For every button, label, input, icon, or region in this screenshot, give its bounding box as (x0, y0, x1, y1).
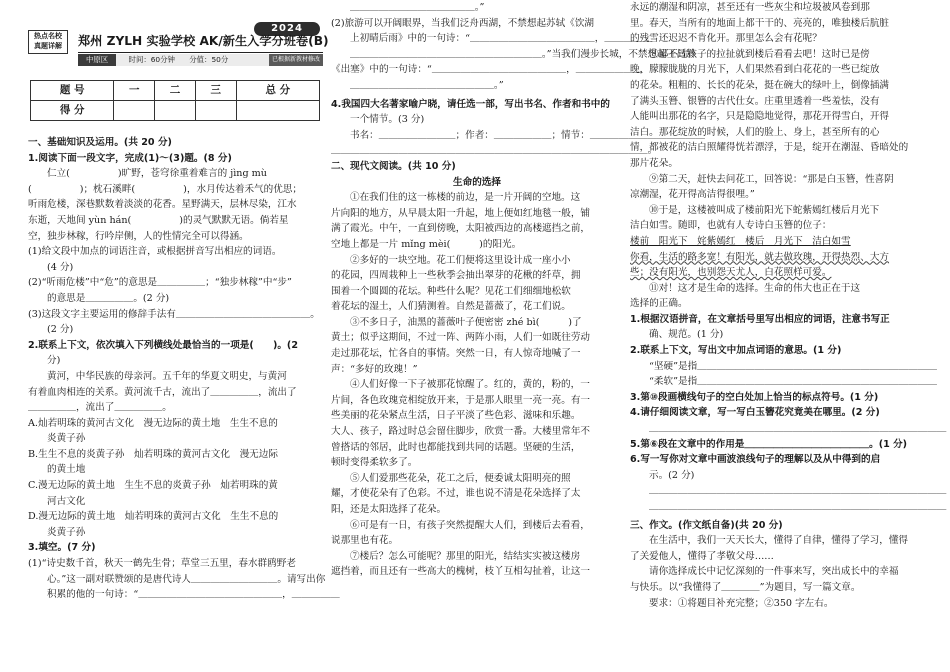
essay-line: ⑦楼后？怎么可能呢？那里的阳光，结结实实被这楼房 (350, 550, 581, 562)
score-header-cell: 题 号 (31, 81, 114, 101)
question-line: (2 分) (47, 324, 74, 336)
district-label: 中原区 (78, 54, 116, 66)
essay-line: ④人们好像一下子被那花惊醒了。红的，黄的，粉的，一 (350, 379, 590, 391)
essay-line: ②多好的一块空地。花工们便将这里设计成一座小小 (350, 254, 571, 266)
section-1 (28, 135, 340, 603)
score-table (30, 80, 320, 121)
revised-tag: 已根据新教材修改 (269, 54, 323, 66)
answer-line[interactable]: ＿＿＿＿＿＿＿＿＿＿＿＿＿＿＿＿＿＿＿＿＿＿＿＿＿＿＿＿＿＿＿ (649, 501, 947, 512)
passage-line: 仁立( )旷野，苍穹徐重着难言的 jìng mù (47, 168, 267, 180)
essay-line: 了满头玉簪、银簪的古代仕女。庄重里透着一些羞怯，没有 (630, 95, 880, 107)
passage-line: ＿＿＿＿＿，流出了＿＿＿＿＿。 (28, 402, 172, 414)
essay-line: 人能叫出那花的名字，只是隐隐地觉得，那花开得雪白，开得 (630, 111, 890, 123)
question-line: 3.填空。(7 分) (28, 542, 96, 554)
score-table-row (31, 101, 320, 121)
answer-line[interactable]: “坚硬”是指＿＿＿＿＿＿＿＿＿＿＿＿＿＿＿＿＿＿＿＿＿＿＿＿＿ (649, 360, 938, 372)
score-header-cell: 二 (155, 81, 196, 101)
option-c: C.漫无边际的黄土地 生生不息的炎黄子孙 灿若明珠的黄 (28, 480, 278, 492)
passage-line: 空，独步林稼，行吟岸侧，人的性情完全可以得涵。 (28, 230, 249, 242)
option-d: D.漫无边际的黄土地 灿若明珠的黄河古文化 生生不息的 (28, 511, 279, 523)
essay-line: 黄土；似乎这期间，不过一阵、两阵小雨，人们一如既往劳动 (331, 332, 591, 344)
writing-prompt-line: 了关爱他人，懂得了孝敬父母…… (630, 550, 774, 562)
score-cell[interactable] (195, 101, 236, 121)
section-heading: 二、现代文阅读。(共 10 分) (331, 160, 456, 172)
column-right (630, 0, 947, 672)
essay-line: 大人、孩子，路过时总会留住脚步，欣赏一番。大楼里常年不 (331, 426, 591, 438)
option-c-cont: 河古文化 (47, 495, 86, 507)
essay-line: ⑨第二天，赶快去问花工，回答说：“那是白玉簪，性喜阴 (649, 173, 894, 185)
passage-line: 听雨危楼，深巷默数着淡淡的花香。星野满天，层林尽染，江水 (28, 199, 297, 211)
essay-line: 的花园，四周栽种上一些秋季会抽出翠芽的花楸的纤草，拥 (331, 270, 581, 282)
essay-line: 里。春天，当所有的地面上都干干的、亮亮的，唯独楼后肮脏 (630, 17, 890, 29)
essay-title: 生命的选择 (453, 176, 501, 188)
essay-line: 满了霞光。中午，一直到傍晚，太阳被西边的高楼遮挡之前， (331, 223, 591, 235)
option-b-cont: 的黄土地 (47, 464, 86, 476)
question-line: 1.根据汉语拼音，在文章括号里写出相应的词语，注意书写正 (630, 313, 890, 325)
essay-line: 凉潮湿，花开得高洁得很哩。” (630, 189, 755, 201)
question-line: 的意思是＿＿＿＿＿。(2 分) (47, 292, 170, 304)
wavy-sentence: 你看，生活的路多宽！有阳光，就去做玫瑰，开得热烈、大方 (630, 251, 890, 263)
question-line: 《出塞》中的一句诗：“＿＿＿＿＿＿＿＿＿＿＿＿＿＿，＿＿＿＿＿＿＿ (331, 64, 643, 76)
underlined-sentence: 楼前 阳光下 姹紫嫣红 楼后 月光下 洁白如雪 (630, 235, 851, 247)
essay-line: 声：“多好的玫瑰！” (331, 363, 418, 375)
fill-line: ＿＿＿＿＿＿＿＿＿＿＿＿＿＿＿。” (350, 79, 504, 91)
question-line: 2.联系上下文，依次填入下列横线处最恰当的一项是( )。(2 (28, 339, 298, 351)
exam-header (28, 0, 329, 74)
section-heading: 一、基础知识及运用。(共 20 分) (28, 137, 172, 148)
question-line: (4 分) (47, 261, 74, 273)
question-line: 示。(2 分) (649, 469, 695, 481)
essay-line: 着花坛的湿土，人们猜测着。自然是蔷薇了，花工们说。 (331, 301, 571, 313)
answer-line[interactable]: ＿＿＿＿＿＿＿＿＿＿＿＿＿＿＿＿＿＿＿＿＿＿＿＿＿＿＿＿＿＿＿ (649, 485, 947, 497)
question-line: 上初晴后雨》中的一句诗：“＿＿＿＿＿＿＿＿＿＿＿＿＿，＿＿＿＿＿ (350, 33, 653, 45)
essay-line: 说那里也有花。 (331, 535, 399, 547)
section-heading: 三、作文。(作文纸自备)(共 20 分) (630, 519, 783, 531)
answer-line[interactable]: ＿＿＿＿＿＿＿＿＿＿＿＿＿＿＿＿＿＿＿＿＿＿＿＿＿＿＿＿＿＿＿＿＿。 (331, 145, 658, 157)
question-line: 6.写一写你对文章中画波浪线句子的理解以及从中得到的启 (630, 454, 881, 466)
essay-line: 片向阳的地方，从早晨太阳一升起，地上便如红地毯一般，铺 (331, 207, 591, 219)
option-b: B.生生不息的炎黄子孙 灿若明珠的黄河古文化 漫无边际 (28, 448, 278, 460)
badge-line-1: 热点名校 (34, 32, 62, 40)
essay-line: 围着一个圆圆的花坛。种些什么呢？见花工们细细地松软 (331, 285, 571, 297)
essay-line: 选择的正确。 (630, 298, 688, 310)
essay-line: 顿时变得柔软多了。 (331, 457, 418, 469)
answer-line[interactable]: 书名：＿＿＿＿＿＿＿＿；作者：＿＿＿＿＿＿；情节：＿＿＿＿＿＿＿＿＿＿＿＿ (350, 129, 705, 141)
essay-line: 些美丽的花朵紧点生活，日子平淡了些色彩、滋味和乐趣。 (331, 410, 581, 422)
essay-body (331, 190, 623, 580)
passage-line: ( )；枕石溪畔( )，水月传达着禾气的优思； (28, 183, 303, 195)
essay-line: 走过那花坛，忙各自的事情。突然一日，有人惊奇地喊了一 (331, 348, 581, 360)
column-left (28, 0, 340, 672)
exam-title: 郑州 ZYLH 实验学校 AK/新生入学分班卷(B) (78, 34, 323, 53)
score-header-cell: 总 分 (236, 81, 319, 101)
essay-line: 空地上都是一片 mǐng mèi( )的阳光。 (331, 238, 522, 250)
question-line: (2)“听雨危楼”中“危”的意思是＿＿＿＿＿；“独步林稼”中“步” (28, 277, 292, 289)
writing-prompt-line: 请你选择成长中记忆深刻的一件事来写，突出成长中的幸福 (649, 566, 899, 578)
exam-info-bar (78, 54, 323, 66)
year-badge: 2024 (254, 22, 320, 36)
question-line: 1.阅读下面一段文字，完成(1)～(3)题。(8 分) (28, 152, 232, 164)
essay-line: 阳，还是太阳选择了花朵。 (331, 504, 447, 515)
essay-line: 的花朵。粗粗的、长长的花朵，挺在碗大的绿叶上，倒像插满 (630, 79, 890, 91)
writing-requirements: 要求：①将题目补充完整；②350 字左右。 (649, 597, 834, 609)
writing-section (630, 518, 928, 612)
essay-line: 洁白。那花绽放的时候，人们的脸上、身上，甚至所有的心 (630, 126, 880, 138)
essay-line: ⑪对！这才是生命的选择。生命的伟大也正在于这 (649, 282, 861, 294)
fill-line: ＿＿＿＿＿＿＿＿＿＿＿＿＿。” (350, 2, 485, 13)
question-line: 分) (47, 355, 61, 367)
question-line: 积累的他的一句诗：“＿＿＿＿＿＿＿＿＿＿＿＿＿＿＿，＿＿＿＿＿ (47, 589, 340, 601)
essay-line: 那片花朵。 (630, 157, 678, 169)
question-line: 4.我国四大名著家喻户晓，请任选一部，写出书名、作者和书中的 (331, 98, 610, 110)
essay-line: ⑧鄙不过孩子的拉扯就到楼后看看去吧！这时已是傍 (649, 48, 870, 60)
passage-line: 东逝，天地间 yùn hán( )的灵气默默无语。倘若星 (28, 214, 289, 226)
essay-line: ⑤人们爱那些花朵，花工之后，便委诚太阳明亮的照 (350, 472, 571, 484)
question-line: 3.第⑩段画横线句子的空白处加上恰当的标点符号。(1 分) (630, 391, 879, 403)
question-line: 2.联系上下文，写出文中加点词语的意思。(1 分) (630, 345, 842, 357)
essay-line: ①在我们住的这一栋楼的前边，是一片开阔的空地。这 (350, 192, 581, 204)
essay-line: 情，都被花的洁白照耀得恍若漂浮，于是，绽开在潮湿、昏暗处的 (630, 142, 909, 154)
essay-line: 曾搭话的邻居，此时也都能找到共同的话题。坚硬的生活， (331, 441, 581, 453)
essay-line: 永远的潮湿和阴凉，甚至还有一些灰尘和垃圾被风卷到那 (630, 2, 870, 13)
score-header-cell: 一 (114, 81, 155, 101)
question-line: (1)“诗史数千首，秋天一鹤先生骨；草堂三五里，春水群鸥野老 (28, 558, 296, 570)
score-cell[interactable] (155, 101, 196, 121)
answer-line[interactable]: ＿＿＿＿＿＿＿＿＿＿＿＿＿＿＿＿＿＿＿＿＿＿＿＿＿＿＿＿＿＿＿ (649, 423, 947, 435)
essay-line: 洁白如雪。随即，也就有人专诗白玉簪的位子： (630, 220, 832, 232)
score-table-header (31, 81, 320, 101)
essay-line: 遮挡着，而且还有一些高大的槐树，枝丫互相勾扯着，让这一 (331, 566, 591, 578)
essay-line: 耀，才使花朵有了色彩。不过，谁也说不清是花朵选择了太 (331, 488, 581, 500)
question-line: (2)旅游可以开阔眼界，当我们泛舟西湖，不禁想起苏轼《饮湖 (331, 17, 595, 29)
badge-line-2: 真题详解 (34, 42, 62, 50)
option-a-cont: 炎黄子孙 (47, 433, 86, 445)
essay-line: 的残雪还迟迟不肯化开。那里怎么会有花呢？ (630, 33, 822, 45)
option-a: A.灿若明珠的黄河古文化 漫无边际的黄土地 生生不息的 (28, 417, 278, 429)
question-line: ＿＿＿＿＿＿＿＿＿＿＿＿＿＿＿＿＿＿＿＿。”当我们漫步长城，不禁想起王昌龄 (350, 48, 696, 60)
question-line: 4.请仔细阅读文章，写一写白玉簪花究竟美在哪里。(2 分) (630, 407, 880, 419)
score-row-label: 得 分 (31, 101, 114, 121)
hot-school-badge (28, 30, 68, 54)
essay-line: ⑥可是有一日，有孩子突然提醒大人们，到楼后去看看， (350, 519, 590, 531)
writing-prompt-line: 在生活中，我们一天天长大，懂得了自律，懂得了学习，懂得 (649, 535, 909, 547)
score-cell[interactable] (236, 101, 319, 121)
reading-questions (630, 312, 947, 515)
essay-line: 晚，朦朦胧胧的月光下，人们果然看到白花花的一些已绽放 (630, 64, 880, 76)
question-line: 一个情节。(3 分) (350, 114, 425, 126)
wavy-sentence: 些；没有阳光，也别怨天尤人，白花照样可爱。 (630, 267, 832, 279)
question-line: (1)给文段中加点的词语注音，或根据拼音写出相应的词语。 (28, 246, 282, 258)
writing-prompt-line: 与快乐。以“我懂得了＿＿＿＿”为题目，写一篇文章。 (630, 581, 861, 593)
option-d-cont: 炎黄子孙 (47, 526, 86, 538)
time-label: 时间：60分钟 (128, 55, 175, 64)
question-line: (3)这段文字主要运用的修辞手法有＿＿＿＿＿＿＿＿＿＿＿＿＿＿。 (28, 308, 320, 320)
score-header-cell: 三 (195, 81, 236, 101)
question-line: 确、规范。(1 分) (649, 329, 724, 341)
essay-line: 片间，各色玫瑰竞相绽放开来，于是那人眼里一亮一亮。有一 (331, 394, 591, 406)
answer-line[interactable]: “柔软”是指＿＿＿＿＿＿＿＿＿＿＿＿＿＿＿＿＿＿＿＿＿＿＿＿＿ (649, 376, 938, 388)
question-line: 5.第⑥段在文章中的作用是＿＿＿＿＿＿＿＿＿＿＿＿＿。(1 分) (630, 438, 908, 450)
essay-body-cont (630, 0, 928, 312)
score-label: 分值：50分 (189, 55, 229, 64)
passage-line: 有着血肉相连的关系。黄河流千古，流出了＿＿＿＿＿，流出了 (28, 386, 297, 398)
score-cell[interactable] (114, 101, 155, 121)
essay-line: ③不多日子，油黑的蔷薇叶子便密密 zhé bì( )了 (350, 316, 582, 328)
passage-line: 黄河，中华民族的母亲河。五千年的华夏文明史，与黄河 (47, 370, 287, 382)
question-line: 心。”这一副对联赞颂的是唐代诗人＿＿＿＿＿＿＿＿＿。请写出你 (47, 573, 326, 585)
essay-line: ⑩于是，这楼被叫成了楼前阳光下蛇紫嫣红楼后月光下 (649, 204, 880, 216)
